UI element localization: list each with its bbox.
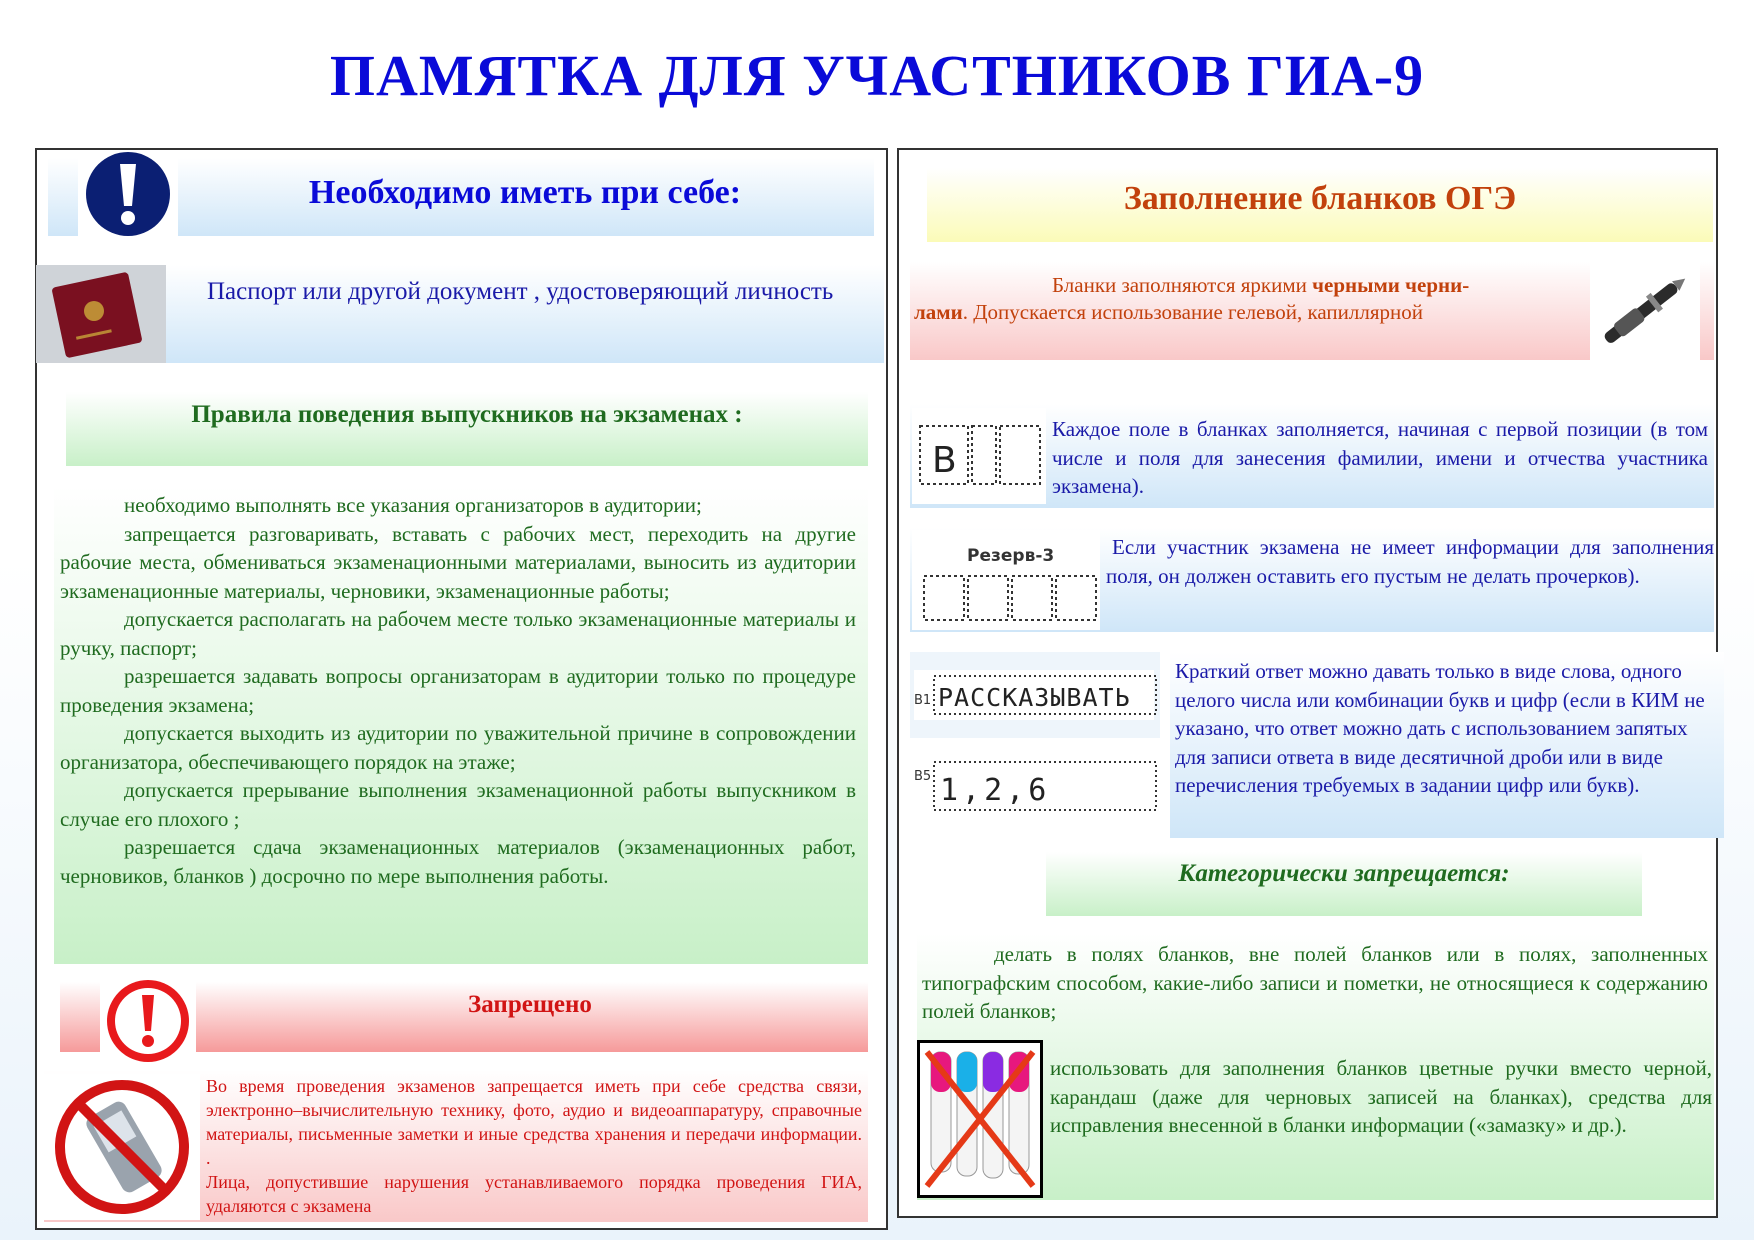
ink-bold-1: черными черни- [1312,273,1470,297]
sample-answer-2-label: В5 [914,769,932,784]
prohibited-item-2: использовать для заполнения бланков цветные ручки вместо черной, карандаш (даже для черновых записей на бланках), средства для исправления внесенной в бланки информации («замазку» и др.). [1050,1056,1712,1137]
exclamation-icon [78,150,178,238]
rules-item: разрешается сдача экзаменационных материалов (экзаменационных работ, черновиков, бланков ) досрочно по мере выполнения работы. [60,835,856,888]
sample-field-reserve [912,530,1100,630]
sample-answer-1-value: РАССКАЗЫВАТЬ [938,683,1131,712]
forbidden-text [206,1074,862,1218]
rules-item: разрешается задавать вопросы организаторам в аудитории только по процедуре проведения экзамена; [60,664,856,717]
warning-icon [100,975,196,1067]
rules-item: необходимо выполнять все указания организаторов в аудитории; [124,493,702,517]
sample-answer-2-value: 1,2,6 [940,773,1051,808]
crossed-pens-image [917,1040,1043,1198]
empty-field-text [1106,533,1714,590]
forbidden-text-1: Во время проведения экзаменов запрещается иметь при себе средства связи, электронно–вычислительную технику, фото, аудио и видеоаппаратуру, справочные материалы, письменные заметки и иные средства хранения и передачи информации. . [206,1076,862,1168]
passport-text-value: Паспорт или другой документ , удостоверяющий личность [207,278,834,305]
page-title: ПАМЯТКА ДЛЯ УЧАСТНИКОВ ГИА-9 [329,43,1425,108]
sample-reserve-label: Резерв-3 [967,546,1055,566]
passport-text [171,275,851,308]
rules-item: допускается выходить из аудитории по уважительной причине в сопровождении организатора, обеспечивающего порядок на этаже; [60,721,856,774]
prohibited-item-1 [922,940,1708,1026]
sample-answer-1-label: В1 [914,693,932,708]
prohibited-item-1-value: делать в полях бланков, вне полей бланков или в полях, заполненных типографским способом, какие-либо записи и пометки, не относящиеся к содержанию полей бланков; [922,942,1708,1023]
fill-first-text: Каждое поле в бланках заполняется, начиная с первой позиции (в том числе и поля для занесения фамилии, имени и отчества участника экзамена). [1052,417,1708,498]
prohibited-heading: Категорически запрещается: [1178,860,1510,887]
empty-field-text-value: Если участник экзамена не имеет информации для заполнения поля, он должен оставить его пустым не делать прочерков). [1106,535,1714,588]
sample-answer-1 [910,652,1160,738]
forbidden-text-2: Лица, допустившие нарушения устанавливаемого порядка проведения ГИА, удаляются с экзамена [206,1172,862,1216]
ink-text-start: Бланки заполняются яркими [1052,273,1313,297]
rules-list [60,491,856,890]
passport-image [36,265,166,363]
ink-bold-2: лами [914,300,963,324]
short-answer-text: Краткий ответ можно давать только в виде слова, одного целого числа или комбинации букв и цифр (если в КИМ не указано, что ответ можно дать с использованием запятых для записи ответа в виде десятичной дроби или в виде перечисления требуемых в задании цифр или букв). [1175,659,1705,797]
ink-text [914,272,1559,326]
sample-answer-2 [910,748,1160,826]
forbidden-heading: Запрещено [468,991,592,1018]
pen-image [1590,260,1700,360]
no-phone-icon [44,1074,200,1220]
rules-heading: Правила поведения выпускников на экзаменах : [191,401,743,428]
sample-field-b [912,408,1046,504]
ink-text-end: . Допускается использование гелевой, капиллярной [962,300,1423,324]
rules-item: допускается прерывание выполнения экзаменационной работы выпускником в случае его плохого ; [60,778,856,831]
rules-item: допускается располагать на рабочем месте только экзаменационные материалы и ручку, паспорт; [60,607,856,660]
rules-item: запрещается разговаривать, вставать с рабочих мест, переходить на другие рабочие места, обмениваться экзаменационными материалами, выносить из аудитории экзаменационные материалы, черновики, экзаменационные работы; [60,521,856,603]
sample-letter-b: В [932,440,957,481]
must-have-heading: Необходимо иметь при себе: [308,174,742,211]
ogae-heading: Заполнение бланков ОГЭ [1123,180,1517,217]
